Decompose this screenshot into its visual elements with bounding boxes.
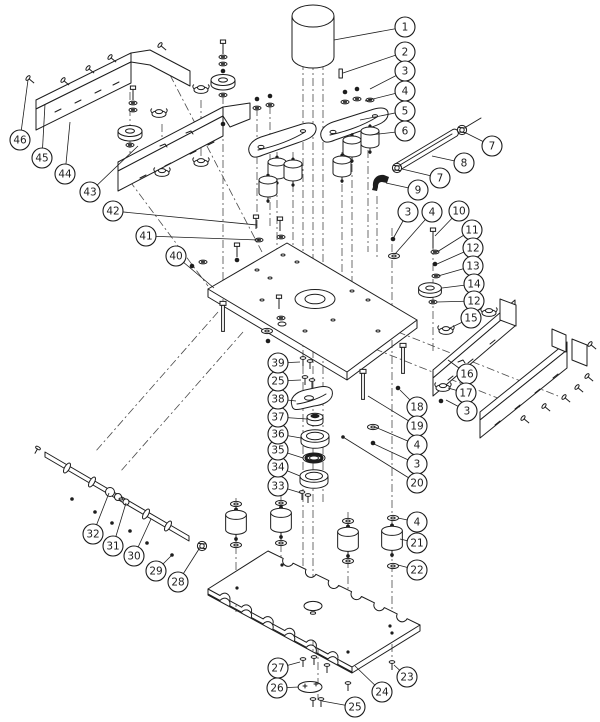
callout-number-17: 17 <box>459 387 473 400</box>
isolator-mount <box>284 157 302 187</box>
callout-number-4: 4 <box>413 439 421 452</box>
callout-leader-20 <box>343 437 417 483</box>
right-rail-assembly <box>433 299 598 438</box>
flanged-bushing <box>307 413 323 426</box>
isolator-mount <box>333 153 351 183</box>
callout-number-21: 21 <box>410 537 424 550</box>
callout-number-34: 34 <box>271 461 285 474</box>
callout-number-8: 8 <box>460 157 468 170</box>
callout-number-4: 4 <box>413 516 421 529</box>
callout-number-18: 18 <box>410 401 424 414</box>
callout-number-3: 3 <box>463 405 471 418</box>
callout-number-22: 22 <box>410 564 424 577</box>
bottom-isolator-mounts <box>226 500 403 568</box>
callout-number-46: 46 <box>13 134 27 147</box>
callout-number-16: 16 <box>460 368 474 381</box>
callout-number-33: 33 <box>271 480 285 493</box>
callout-number-23: 23 <box>400 671 414 684</box>
wingnut <box>193 85 209 94</box>
main-plate <box>208 243 417 380</box>
callout-number-11: 11 <box>465 224 479 237</box>
isolator-mount <box>361 124 379 154</box>
bearing-ring-lower <box>300 470 328 489</box>
callout-number-3: 3 <box>413 458 421 471</box>
callout-number-32: 32 <box>86 528 100 541</box>
callout-number-4: 4 <box>401 85 409 98</box>
callout-number-6: 6 <box>401 125 409 138</box>
motor-mount-brackets <box>249 87 388 203</box>
callout-number-38: 38 <box>271 393 285 406</box>
wingnut <box>193 158 209 167</box>
rod-nut <box>392 163 401 172</box>
callout-number-40: 40 <box>169 250 183 263</box>
callout-number-14: 14 <box>467 278 481 291</box>
screw-46 <box>25 75 36 85</box>
callout-number-31: 31 <box>106 540 120 553</box>
callout-number-42: 42 <box>106 205 120 218</box>
callout-number-37: 37 <box>271 411 285 424</box>
bearing-ring-upper <box>301 430 329 449</box>
callout-number-26: 26 <box>270 682 284 695</box>
callout-number-36: 36 <box>271 428 285 441</box>
motor-cylinder <box>292 5 334 68</box>
callout-number-29: 29 <box>149 565 163 578</box>
callout-number-39: 39 <box>271 357 285 370</box>
callout-number-25: 25 <box>271 375 285 388</box>
callout-number-10: 10 <box>452 205 466 218</box>
callout-number-30: 30 <box>127 550 141 563</box>
bottom-plate <box>208 551 420 673</box>
callout-number-7: 7 <box>436 172 444 185</box>
callout-number-1: 1 <box>401 21 409 34</box>
callout-number-5: 5 <box>401 105 409 118</box>
roller <box>419 283 442 298</box>
callout-number-4: 4 <box>428 206 436 219</box>
callout-number-15: 15 <box>464 312 478 325</box>
callout-number-12: 12 <box>466 242 480 255</box>
callout-number-25: 25 <box>348 701 362 714</box>
callout-number-20: 20 <box>410 477 424 490</box>
callout-number-35: 35 <box>271 444 285 457</box>
seal-ring <box>303 453 325 463</box>
callout-number-19: 19 <box>410 420 424 433</box>
callout-number-45: 45 <box>35 152 49 165</box>
callout-number-3: 3 <box>404 206 412 219</box>
callout-number-24: 24 <box>375 686 389 699</box>
callout-number-12: 12 <box>467 295 481 308</box>
callout-number-44: 44 <box>58 168 72 181</box>
rod-nut <box>457 125 466 134</box>
callout-number-27: 27 <box>271 662 285 675</box>
callout-number-2: 2 <box>401 46 409 59</box>
wingnut <box>481 308 497 317</box>
callout-leader-42 <box>113 211 257 225</box>
callout-number-9: 9 <box>414 184 422 197</box>
callout-number-41: 41 <box>139 230 153 243</box>
callout-number-7: 7 <box>488 140 496 153</box>
callout-leader-41 <box>146 236 259 240</box>
callout-number-28: 28 <box>171 576 185 589</box>
set-pin <box>339 69 342 78</box>
callout-leader-1 <box>334 27 405 40</box>
callout-number-3: 3 <box>401 65 409 78</box>
callout-number-13: 13 <box>466 260 480 273</box>
isolator-mount <box>259 173 277 203</box>
bearing-stack <box>291 357 345 503</box>
callout-number-43: 43 <box>83 186 97 199</box>
access-plate <box>298 682 322 693</box>
wingnut <box>151 109 167 118</box>
